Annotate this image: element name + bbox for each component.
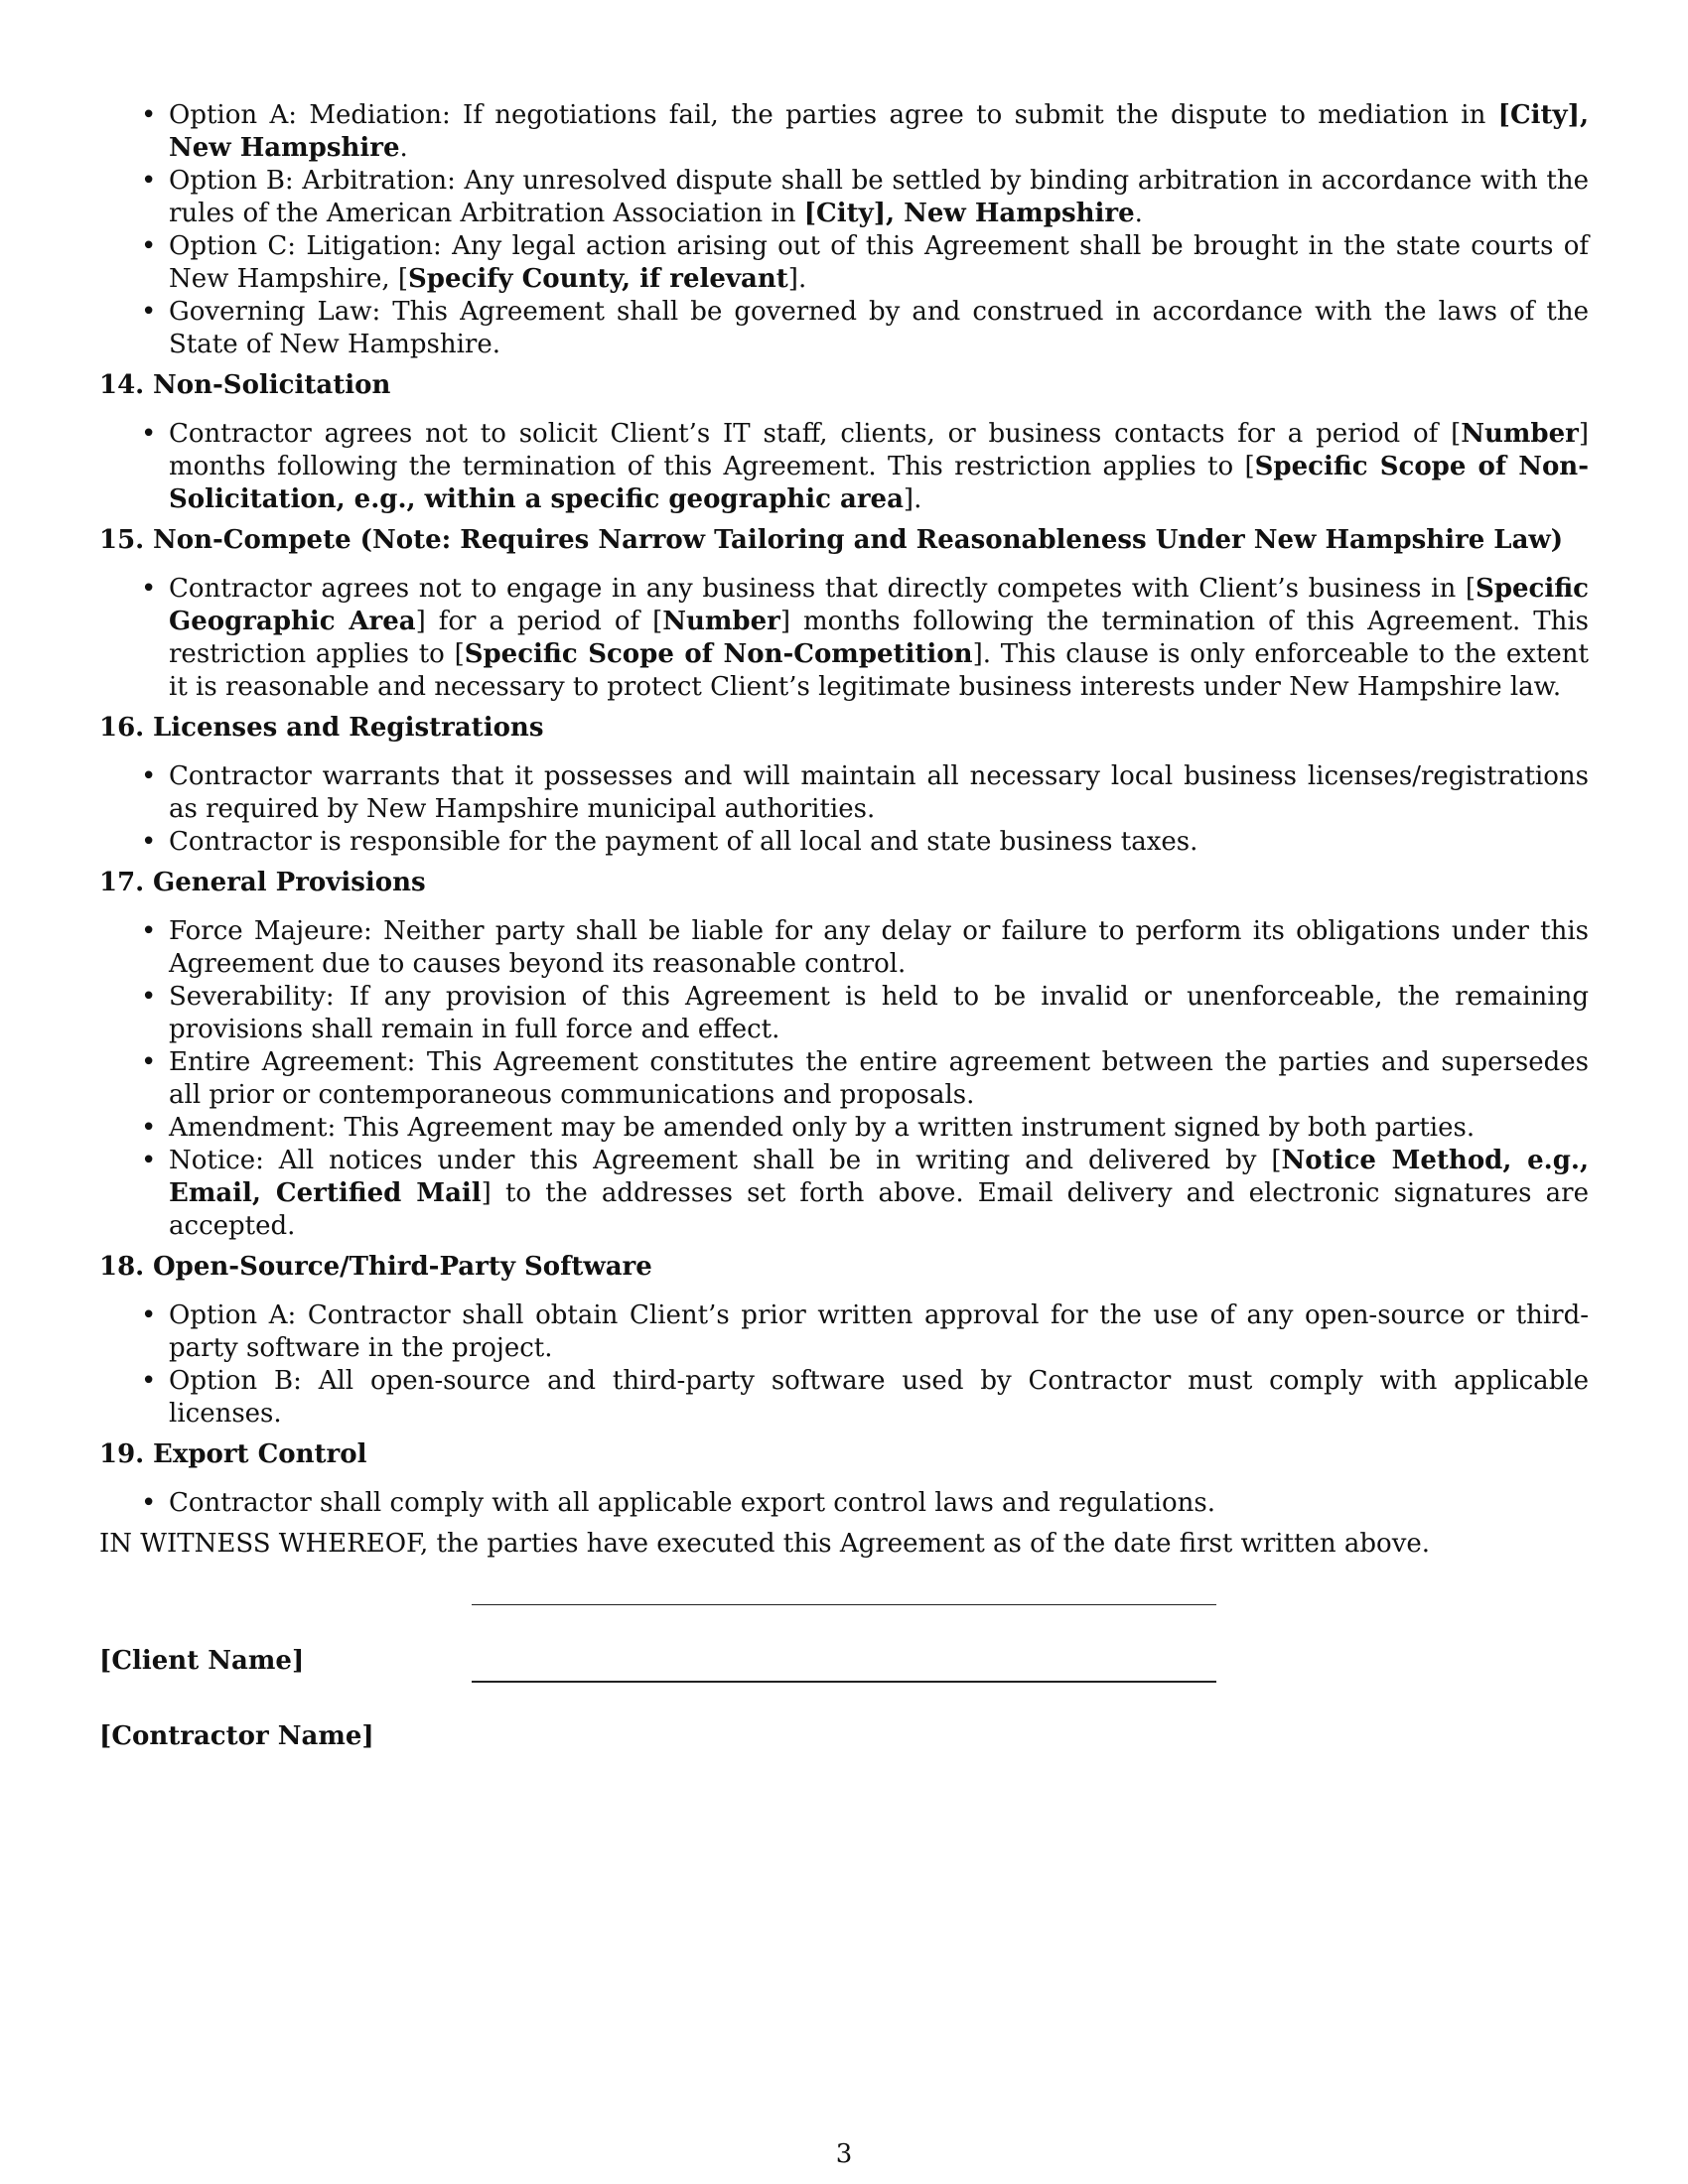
bullet-text: Contractor agrees not to solicit Client’s IT staff, clients, or business contacts for a period of [: [169, 419, 1462, 449]
bullet-text: Contractor agrees not to engage in any business that directly competes with Client’s business in [: [169, 574, 1477, 604]
list-item: • Severability: If any provision of this Agreement is held to be invalid or unenforceable, the remaining provisions shall remain in full force and effect.: [99, 981, 1589, 1046]
list-item: [99, 296, 1589, 361]
list-item: [99, 165, 1589, 230]
bullet-text: Option B: Arbitration: Any unresolved dispute shall be settled by binding arbitration in accordance with the rules of the American Arbitration Association in: [169, 166, 1589, 228]
bracket: [: [99, 1721, 112, 1751]
section-heading: [99, 524, 1589, 557]
list-item: • Force Majeure: Neither party shall be liable for any delay or failure to perform its obligations under this Agreement due to causes beyond its reasonable control.: [99, 915, 1589, 981]
section-title: Non-Compete (Note: Requires Narrow Tailoring and Reasonableness Under New Hampshire Law): [153, 525, 1564, 555]
section-non-solicitation: [99, 369, 1589, 516]
bullet-text: .: [399, 133, 408, 163]
contractor-name-label: [99, 1720, 374, 1753]
bullet-text: .: [1134, 199, 1143, 228]
list-item: • Option B: All open-source and third-party software used by Contractor must comply with applicable licenses.: [99, 1365, 1589, 1431]
list-item: • Amendment: This Agreement may be amended only by a written instrument signed by both parties.: [99, 1112, 1589, 1145]
bracket: ]: [361, 1721, 374, 1751]
list-item: • Contractor is responsible for the payment of all local and state business taxes.: [99, 826, 1589, 859]
list-item: • Entire Agreement: This Agreement constitutes the entire agreement between the parties and supersedes all prior or contemporaneous communications and proposals.: [99, 1046, 1589, 1112]
placeholder-text: Specify County, if relevant: [408, 264, 788, 294]
section-number: 16.: [99, 713, 145, 743]
bullet-text: Governing Law: This Agreement shall be governed by and construed in accordance with the laws of the State of New Hampshire.: [169, 297, 1589, 359]
placeholder-text: Notice Method, e.g., Email, Certified Mail: [169, 1146, 1590, 1208]
bullet-text: ]. This clause is only enforceable to the extent it is reasonable and necessary to protect Client’s legitimate business interests under New Hampshire law.: [169, 639, 1590, 702]
dispute-resolution-list: [99, 99, 1589, 361]
client-signature-block: [99, 1561, 1589, 1676]
section-heading: [99, 712, 1589, 745]
section-number: 15.: [99, 525, 145, 555]
section-list: [99, 418, 1589, 516]
section-list: [99, 573, 1589, 704]
list-item: [99, 573, 1589, 704]
section-heading: [99, 1438, 1589, 1471]
list-item: [99, 418, 1589, 516]
section-non-compete: [99, 524, 1589, 704]
bullet-text: Option A: Mediation: If negotiations fail, the parties agree to submit the dispute to mediation in: [169, 100, 1498, 130]
bullet-text: ] for a period of [: [415, 607, 663, 636]
placeholder-text: Specific Scope of Non-Solicitation, e.g., within a specific geographic area: [169, 452, 1589, 514]
section-title: Open-Source/Third-Party Software: [153, 1252, 652, 1282]
list-item: • Option A: Contractor shall obtain Client’s prior written approval for the use of any open-source or third-party software in the project.: [99, 1299, 1589, 1365]
section-list: [99, 915, 1589, 1243]
section-heading: [99, 1251, 1589, 1284]
client-signature-line[interactable]: [472, 1604, 1216, 1605]
bullet-text: ].: [903, 484, 922, 514]
section-general-provisions: [99, 867, 1589, 1243]
list-item: [99, 230, 1589, 296]
placeholder-text: Number: [1461, 419, 1579, 449]
client-name: Client Name: [111, 1646, 292, 1676]
section-heading: [99, 369, 1589, 402]
section-number: 14.: [99, 370, 145, 400]
section-number: 19.: [99, 1439, 145, 1469]
bullet-text: ].: [787, 264, 807, 294]
section-list: [99, 1487, 1589, 1520]
section-title: General Provisions: [153, 868, 426, 897]
placeholder-text: [City], New Hampshire: [803, 199, 1135, 228]
placeholder-text: Number: [662, 607, 780, 636]
section-title: Non-Solicitation: [153, 370, 391, 400]
bracket: ]: [291, 1646, 305, 1676]
list-item: [99, 99, 1589, 165]
contractor-name: Contractor Name: [111, 1721, 362, 1751]
section-title: Export Control: [153, 1439, 367, 1469]
witness-statement: IN WITNESS WHEREOF, the parties have executed this Agreement as of the date first written above.: [99, 1529, 1431, 1559]
bullet-text: Option C: Litigation: Any legal action arising out of this Agreement shall be brought in the state courts of New Hampshire, [: [169, 231, 1589, 294]
section-open-source: [99, 1251, 1589, 1431]
section-licenses: [99, 712, 1589, 859]
bracket: [: [99, 1646, 112, 1676]
section-export-control: [99, 1438, 1589, 1520]
list-item: • Contractor warrants that it possesses and will maintain all necessary local business licenses/registrations as required by New Hampshire municipal authorities.: [99, 760, 1589, 826]
bullet-text: ] months following the termination of this Agreement. This restriction applies to [: [169, 419, 1589, 481]
contractor-signature-line[interactable]: [472, 1681, 1216, 1683]
bullet-text: Notice: All notices under this Agreement shall be in writing and delivered by [: [169, 1146, 1282, 1175]
contractor-signature-block: [99, 1665, 1589, 1769]
placeholder-text: [City], New Hampshire: [169, 100, 1589, 163]
document-page: [99, 99, 1589, 1769]
section-number: 18.: [99, 1252, 145, 1282]
page-number: 3: [835, 2139, 853, 2169]
bullet-text: ] to the addresses set forth above. Email delivery and electronic signatures are accepted.: [169, 1178, 1589, 1241]
section-list: [99, 1299, 1589, 1431]
section-number: 17.: [99, 868, 145, 897]
list-item: • Contractor shall comply with all applicable export control laws and regulations.: [99, 1487, 1589, 1520]
bullet-text: ] months following the termination of this Agreement. This restriction applies to [: [169, 607, 1589, 669]
section-heading: [99, 867, 1589, 899]
list-item: [99, 1145, 1589, 1243]
placeholder-text: Specific Scope of Non-Competition: [464, 639, 973, 669]
section-title: Licenses and Registrations: [153, 713, 544, 743]
section-list: [99, 760, 1589, 859]
placeholder-text: Specific Geographic Area: [169, 574, 1589, 636]
